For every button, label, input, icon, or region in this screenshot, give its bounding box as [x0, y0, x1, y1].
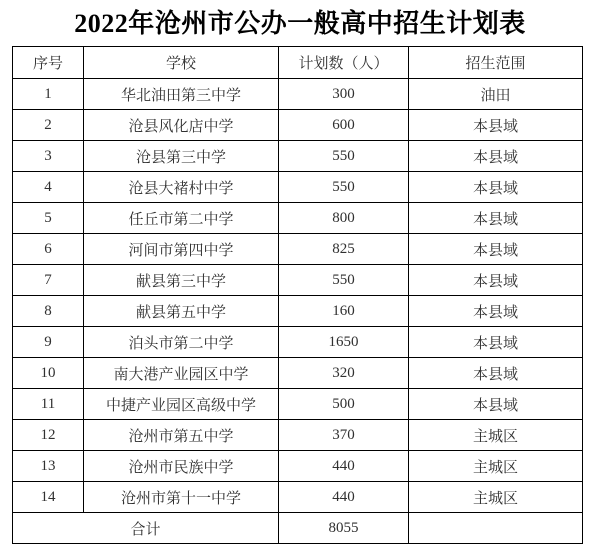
school-name-cell: 沧州市第十一中学: [84, 482, 279, 513]
page-title: 2022年沧州市公办一般高中招生计划表: [74, 9, 526, 38]
school-name-cell: 献县第五中学: [84, 296, 279, 327]
plan-count-cell: 370: [279, 420, 409, 451]
plan-count-cell: 550: [279, 141, 409, 172]
total-row: [13, 513, 583, 544]
scope-cell: 本县域: [409, 296, 583, 327]
plan-count-cell: 600: [279, 110, 409, 141]
scope-cell: 本县域: [409, 265, 583, 296]
row-number-cell: 1: [13, 79, 84, 110]
row-number-cell: 7: [13, 265, 84, 296]
table-row: [13, 327, 583, 358]
scope-cell: 油田: [409, 79, 583, 110]
row-number-cell: 5: [13, 203, 84, 234]
row-number-cell: 3: [13, 141, 84, 172]
col-header-number: 序号: [13, 47, 84, 79]
table-row: [13, 110, 583, 141]
scope-cell: 本县域: [409, 172, 583, 203]
school-name-cell: 沧县风化店中学: [84, 110, 279, 141]
plan-count-cell: 800: [279, 203, 409, 234]
table-row: [13, 79, 583, 110]
plan-count-cell: 1650: [279, 327, 409, 358]
enrollment-plan-table: [12, 46, 583, 544]
table-row: [13, 389, 583, 420]
col-header-school: 学校: [84, 47, 279, 79]
row-number-cell: 12: [13, 420, 84, 451]
table-body: [13, 79, 583, 513]
school-name-cell: 沧县大褚村中学: [84, 172, 279, 203]
table-row: [13, 234, 583, 265]
table-row: [13, 141, 583, 172]
plan-count-cell: 440: [279, 451, 409, 482]
row-number-cell: 4: [13, 172, 84, 203]
row-number-cell: 2: [13, 110, 84, 141]
row-number-cell: 6: [13, 234, 84, 265]
scope-cell: 本县域: [409, 110, 583, 141]
school-name-cell: 中捷产业园区高级中学: [84, 389, 279, 420]
row-number-cell: 8: [13, 296, 84, 327]
table-row: [13, 420, 583, 451]
table-footer: [13, 513, 583, 544]
plan-count-cell: 320: [279, 358, 409, 389]
plan-count-cell: 160: [279, 296, 409, 327]
row-number-cell: 14: [13, 482, 84, 513]
school-name-cell: 南大港产业园区中学: [84, 358, 279, 389]
plan-count-cell: 440: [279, 482, 409, 513]
plan-count-cell: 500: [279, 389, 409, 420]
scope-cell: 主城区: [409, 451, 583, 482]
plan-count-cell: 300: [279, 79, 409, 110]
school-name-cell: 任丘市第二中学: [84, 203, 279, 234]
school-name-cell: 沧州市民族中学: [84, 451, 279, 482]
plan-count-cell: 825: [279, 234, 409, 265]
scope-cell: 主城区: [409, 420, 583, 451]
table-header-row: [13, 47, 583, 79]
school-name-cell: 献县第三中学: [84, 265, 279, 296]
table-row: [13, 358, 583, 389]
col-header-scope: 招生范围: [409, 47, 583, 79]
school-name-cell: 华北油田第三中学: [84, 79, 279, 110]
school-name-cell: 泊头市第二中学: [84, 327, 279, 358]
row-number-cell: 10: [13, 358, 84, 389]
scope-cell: 本县域: [409, 358, 583, 389]
total-plan-count-cell: 8055: [279, 513, 409, 544]
col-header-plan-count: 计划数（人）: [279, 47, 409, 79]
table-row: [13, 172, 583, 203]
scope-cell: 本县域: [409, 234, 583, 265]
table-row: [13, 451, 583, 482]
table-row: [13, 203, 583, 234]
row-number-cell: 9: [13, 327, 84, 358]
row-number-cell: 11: [13, 389, 84, 420]
school-name-cell: 沧县第三中学: [84, 141, 279, 172]
scope-cell: 本县域: [409, 327, 583, 358]
plan-count-cell: 550: [279, 172, 409, 203]
scope-cell: 本县域: [409, 389, 583, 420]
scope-cell: 主城区: [409, 482, 583, 513]
total-label-cell: 合计: [13, 513, 279, 544]
total-scope-cell: [409, 513, 583, 544]
plan-count-cell: 550: [279, 265, 409, 296]
row-number-cell: 13: [13, 451, 84, 482]
scope-cell: 本县域: [409, 141, 583, 172]
table-header-row-group: [13, 47, 583, 79]
table-row: [13, 265, 583, 296]
school-name-cell: 河间市第四中学: [84, 234, 279, 265]
school-name-cell: 沧州市第五中学: [84, 420, 279, 451]
table-row: [13, 296, 583, 327]
table-row: [13, 482, 583, 513]
scope-cell: 本县域: [409, 203, 583, 234]
